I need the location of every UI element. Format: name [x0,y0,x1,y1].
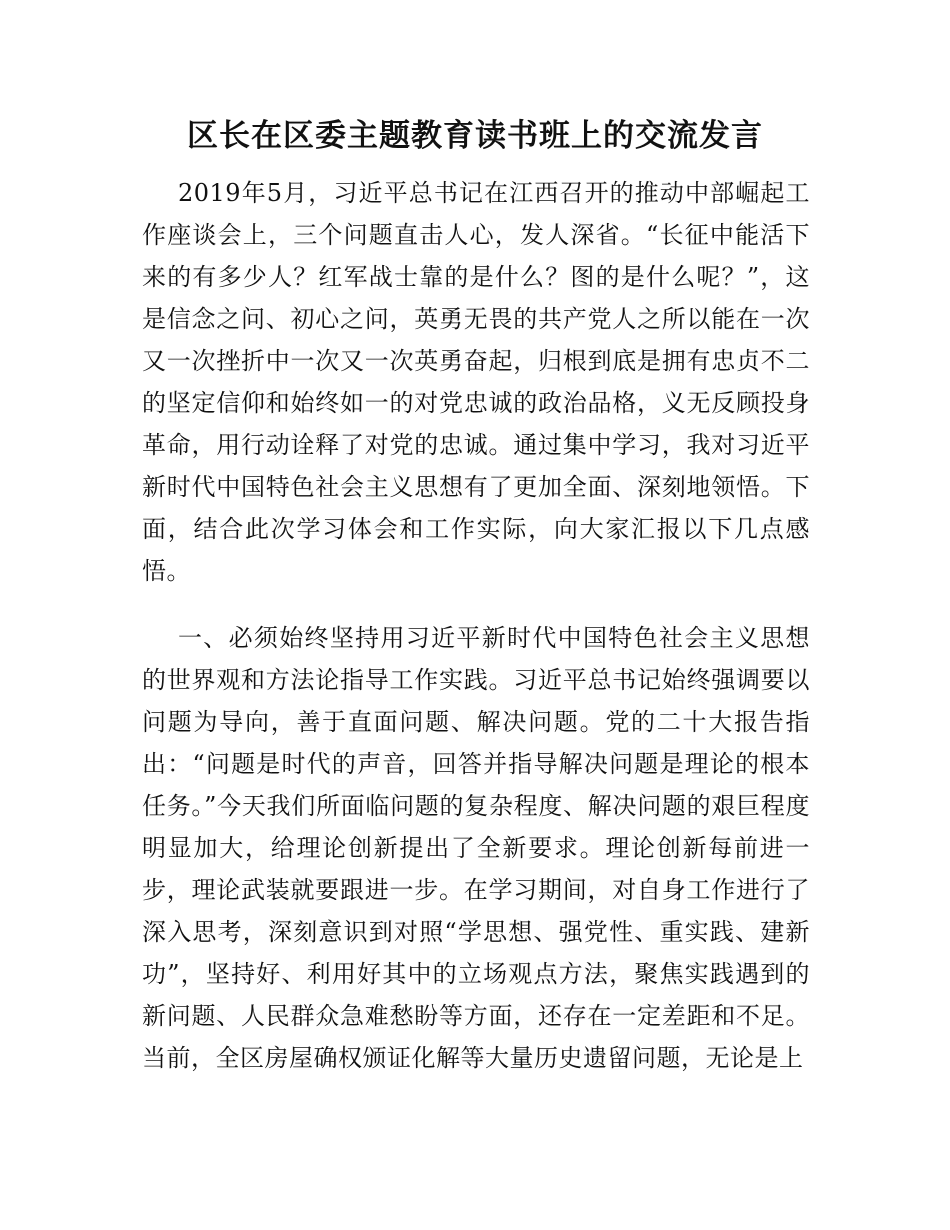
document-title: 区长在区委主题教育读书班上的交流发言 [187,118,763,154]
body-paragraph-intro: 2019年5月，习近平总书记在江西召开的推动中部崛起工作座谈会上，三个问题直击人心，发人深省。“长征中能活下来的有多少人？红军战士靠的是什么？图的是什么呢？”，这是信念之问、初心之问，英勇无畏的共产党人之所以能在一次又一次挫折中一次又一次英勇奋起，归根到底是拥有忠贞不二的坚定信仰和始终如一的对党忠诚的政治品格，义无反顾投身革命，用行动诠释了对党的忠诚。通过集中学习，我对习近平新时代中国特色社会主义思想有了更加全面、深刻地领悟。下面，结合此次学习体会和工作实际，向大家汇报以下几点感悟。 [142,179,810,585]
body-paragraph-section-one: 一、必须始终坚持用习近平新时代中国特色社会主义思想的世界观和方法论指导工作实践。习近平总书记始终强调要以问题为导向，善于直面问题、解决问题。党的二十大报告指出：“问题是时代的声音，回答并指导解决问题是理论的根本任务。”今天我们所面临问题的复杂程度、解决问题的艰巨程度明显加大，给理论创新提出了全新要求。理论创新每前进一步，理论武装就要跟进一步。在学习期间，对自身工作进行了深入思考，深刻意识到对照“学思想、强党性、重实践、建新功”，坚持好、利用好其中的立场观点方法，聚焦实践遇到的新问题、人民群众急难愁盼等方面，还存在一定差距和不足。当前，全区房屋确权颁证化解等大量历史遗留问题，无论是上 [142,624,810,1072]
